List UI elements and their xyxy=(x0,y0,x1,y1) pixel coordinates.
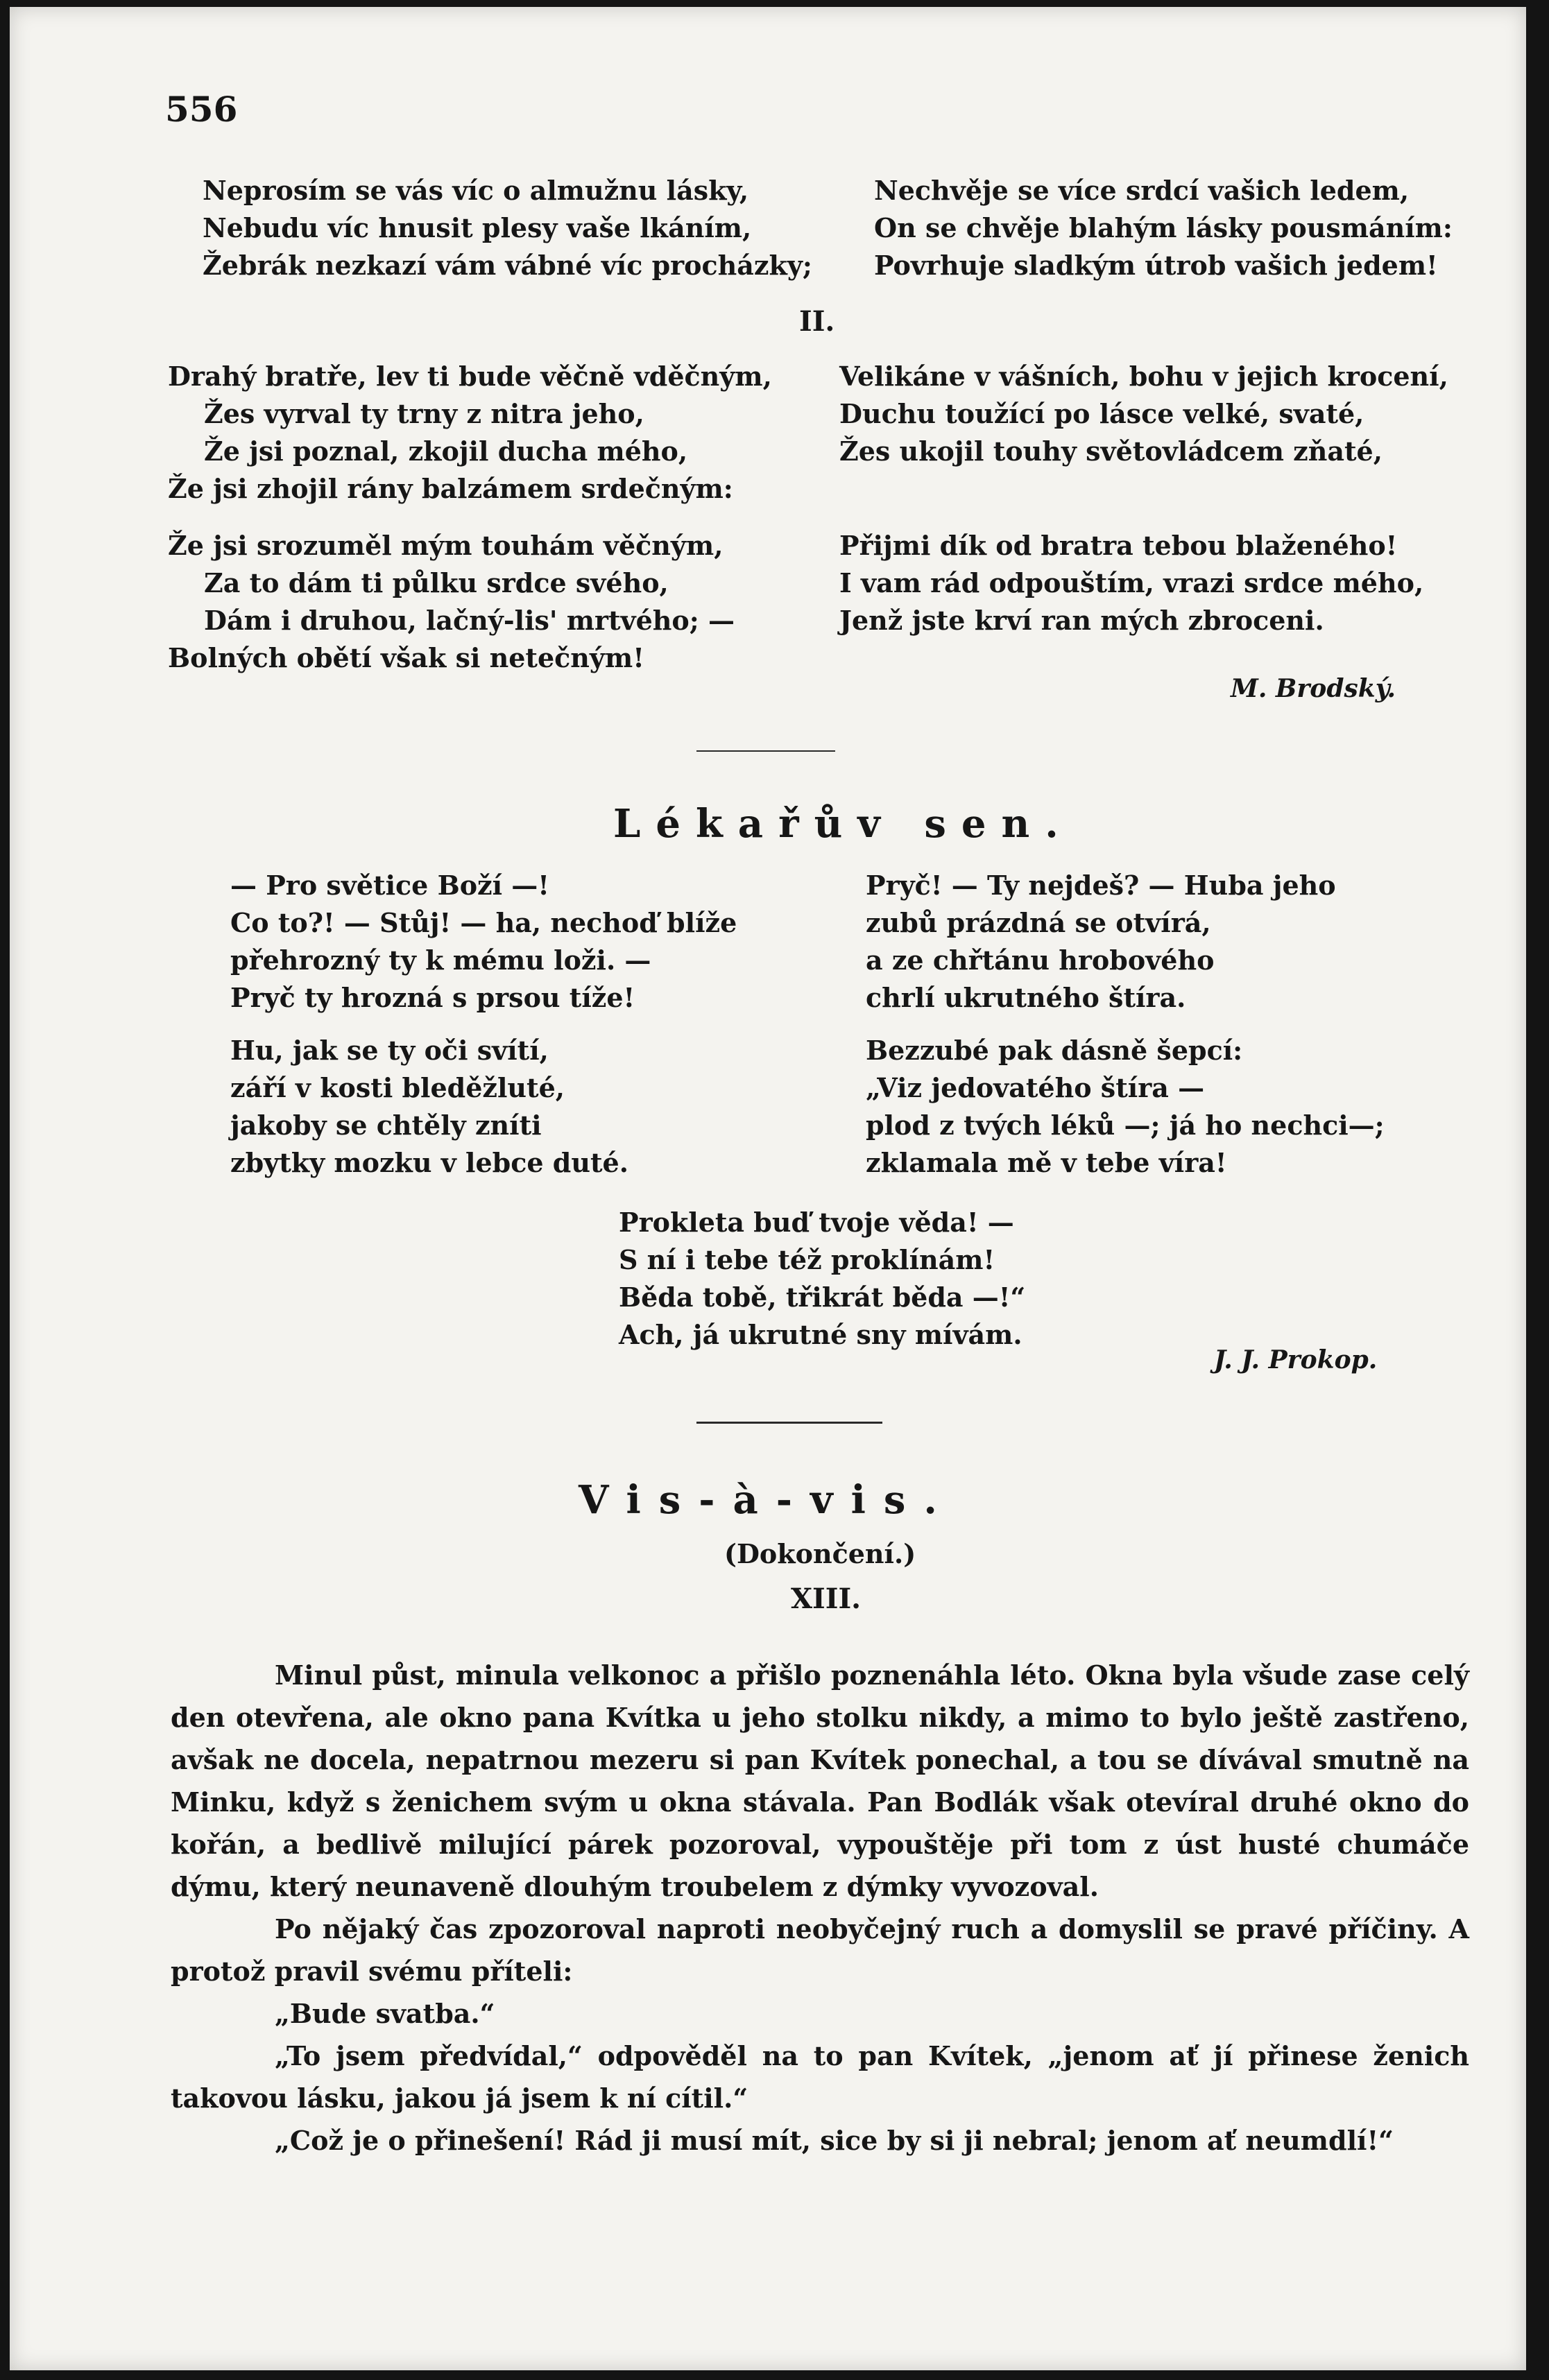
verse-line: chrlí ukrutného štíra. xyxy=(866,982,1186,1013)
verse-line: Jenž jste krví ran mých zbroceni. xyxy=(839,605,1324,636)
poem2-author: J. J. Prokop. xyxy=(1214,1345,1378,1374)
verse-line: Neprosím se vás víc o almužnu lásky, xyxy=(203,175,749,206)
story-body xyxy=(171,1654,1469,2162)
verse-line: Nebudu víc hnusit plesy vaše lkáním, xyxy=(203,212,752,243)
verse-line: S ní i tebe též proklínám! xyxy=(619,1244,995,1275)
verse-line: Běda tobě, třikrát běda —!“ xyxy=(619,1282,1026,1313)
verse-line: I vam rád odpouštím, vrazi srdce mého, xyxy=(839,567,1424,598)
verse-line: Pryč! — Ty nejdeš? — Huba jeho xyxy=(866,870,1336,901)
poem2-stanza-left-2 xyxy=(230,1032,628,1182)
verse-line: Přijmi dík od bratra tebou blaženého! xyxy=(839,530,1398,561)
poem1-stanza-right-2 xyxy=(839,527,1423,639)
verse-line: Že jsi zhojil rány balzámem srdečným: xyxy=(168,473,733,504)
divider xyxy=(696,750,835,752)
poem1-stanza-left-1 xyxy=(168,358,772,508)
verse-line: Ach, já ukrutné sny mívám. xyxy=(619,1319,1022,1350)
verse-line: Co to?! — Stůj! — ha, nechoď blíže xyxy=(230,907,737,938)
verse-line: zbytky mozku v lebce duté. xyxy=(230,1147,628,1178)
verse-line: Že jsi srozuměl mým touhám věčným, xyxy=(168,530,724,561)
verse-line: Pryč ty hrozná s prsou tíže! xyxy=(230,982,635,1013)
poem1-section-number: II. xyxy=(799,305,835,338)
verse-line: Velikáne v vášních, bohu v jejich krocení, xyxy=(839,361,1448,392)
verse-line: — Pro světice Boží —! xyxy=(230,870,549,901)
poem1-stanza-left-2 xyxy=(168,527,735,677)
verse-line: Nechvěje se více srdcí vašich ledem, xyxy=(874,175,1410,206)
poem2-stanza-left-1 xyxy=(230,867,737,1017)
verse-line: Bezzubé pak dásně šepcí: xyxy=(866,1035,1243,1066)
paragraph: „To jsem předvídal,“ odpověděl na to pan Kvítek, „jenom ať jí přinese ženich takovou lásku, jakou já jsem k ní cítil.“ xyxy=(171,2040,1469,2114)
paragraph: Po nějaký čas zpozoroval naproti neobyčejný ruch a domyslil se pravé příčiny. A protož pravil svému příteli: xyxy=(171,1913,1469,1987)
verse-line: Hu, jak se ty oči svítí, xyxy=(230,1035,549,1066)
verse-line: jakoby se chtěly zníti xyxy=(230,1110,542,1141)
poem1-stanza-top-right xyxy=(874,172,1453,284)
verse-line: On se chvěje blahým lásky pousmáním: xyxy=(874,212,1453,243)
verse-line: „Viz jedovatého štíra — xyxy=(866,1072,1205,1103)
verse-line: Povrhuje sladkým útrob vašich jedem! xyxy=(874,250,1438,281)
poem1-stanza-right-1 xyxy=(839,358,1448,470)
verse-line: Že jsi poznal, zkojil ducha mého, xyxy=(204,436,688,467)
verse-line: Dám i druhou, lačný-lis' mrtvého; — xyxy=(204,605,735,636)
verse-line: Bolných obětí však si netečným! xyxy=(168,642,644,673)
poem1-stanza-top-left xyxy=(203,172,812,284)
poem1-author: M. Brodský. xyxy=(1231,674,1396,703)
verse-line: plod z tvých léků —; já ho nechci—; xyxy=(866,1110,1385,1141)
poem2-stanza-center xyxy=(619,1204,1025,1354)
divider xyxy=(696,1422,882,1424)
verse-line: přehrozný ty k mému loži. — xyxy=(230,945,651,976)
verse-line: a ze chřtánu hrobového xyxy=(866,945,1215,976)
verse-line: Žes ukojil touhy světovládcem zňaté, xyxy=(839,436,1383,467)
verse-line: Duchu toužící po lásce velké, svaté, xyxy=(839,398,1364,429)
poem2-stanza-right-1 xyxy=(866,867,1336,1017)
paragraph: Minul půst, minula velkonoc a přišlo poznenáhla léto. Okna byla všude zase celý den otevřena, ale okno pana Kvítka u jeho stolku nikdy, a mimo to bylo ještě zastřeno, avšak ne docela, nepatrnou mezeru si pan Kvítek ponechal, a tou se dívával smutně na Minku, když s ženichem svým u okna stávala. Pan Bodlák však otevíral druhé okno do kořán, a bedlivě milující párek pozoroval, vypouštěje při tom z úst husté chumáče dýmu, který neunaveně dlouhým troubelem z dýmky vyvozoval. xyxy=(171,1659,1469,1902)
verse-line: Žebrák nezkazí vám vábné víc procházky; xyxy=(203,250,812,281)
verse-line: zubů prázdná se otvírá, xyxy=(866,907,1211,938)
page xyxy=(10,7,1526,2370)
verse-line: zklamala mě v tebe víra! xyxy=(866,1147,1227,1178)
page-number: 556 xyxy=(165,89,238,130)
poem2-stanza-right-2 xyxy=(866,1032,1385,1182)
poem2-title: Lékařův sen. xyxy=(613,801,1074,847)
story-chapter-number: XIII. xyxy=(791,1583,862,1615)
paragraph: „Což je o přinešení! Rád ji musí mít, sice by si ji nebral; jenom ať neumdlí!“ xyxy=(275,2125,1394,2156)
verse-line: Žes vyrval ty trny z nitra jeho, xyxy=(204,398,644,429)
verse-line: Drahý bratře, lev ti bude věčně vděčným, xyxy=(168,361,772,392)
verse-line: Prokleta buď tvoje věda! — xyxy=(619,1207,1014,1238)
story-title: Vis-à-vis. xyxy=(579,1477,955,1523)
paragraph: „Bude svatba.“ xyxy=(275,1998,495,2029)
verse-line: Za to dám ti půlku srdce svého, xyxy=(204,567,669,598)
story-subtitle: (Dokončení.) xyxy=(724,1538,916,1569)
verse-line: září v kosti bleděžluté, xyxy=(230,1072,565,1103)
